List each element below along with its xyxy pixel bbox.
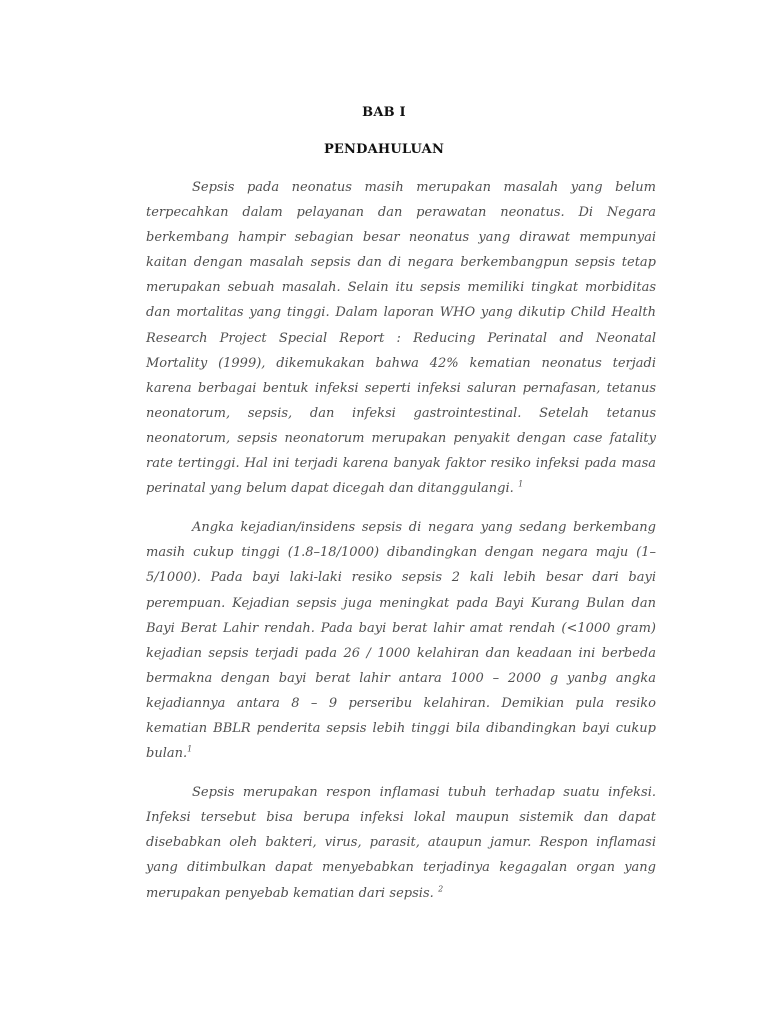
body-text: [146, 175, 656, 920]
paragraph-text: Angka kejadian/insidens sepsis di negara yang sedang berkembang masih cukup tinggi (1.8–18/1000) dibandingkan dengan negara maju (1–5/1000). Pada bayi laki-laki resiko sepsis 2 kali lebih besar dari bayi perempuan. Kejadian sepsis juga meningkat pada Bayi Kurang Bulan dan Bayi Berat Lahir rendah. Pada bayi berat lahir amat rendah (<1000 gram) kejadian sepsis terjadi pada 26 / 1000 kelahiran dan keadaan ini berbeda bermakna dengan bayi berat lahir antara 1000 – 2000 g yanbg angka kejadiannya antara 8 – 9 perseribu kelahiran. Demikian pula resiko kematian BBLR penderita sepsis lebih tinggi bila dibandingkan bayi cukup bulan.: [146, 520, 656, 762]
paragraph-text: Sepsis merupakan respon inflamasi tubuh terhadap suatu infeksi. Infeksi tersebut bisa berupa infeksi lokal maupun sistemik dan dapat disebabkan oleh bakteri, virus, parasit, ataupun jamur. Respon inflamasi yang ditimbulkan dapat menyebabkan terjadinya kegagalan organ yang merupakan penyebab kematian dari sepsis.: [146, 785, 656, 901]
chapter-title: PENDAHULUAN: [323, 142, 445, 157]
chapter-label: BAB I: [362, 105, 406, 120]
paragraph-text: Sepsis pada neonatus masih merupakan masalah yang belum terpecahkan dalam pelayanan dan perawatan neonatus. Di Negara berkembang hampir sebagian besar neonatus yang dirawat mempunyai kaitan dengan masalah sepsis dan di negara berkembangpun sepsis tetap merupakan sebuah masalah. Selain itu sepsis memiliki tingkat morbiditas dan mortalitas yang tinggi. Dalam laporan WHO yang dikutip Child Health Research Project Special Report : Reducing Perinatal and Neonatal Mortality (1999), dikemukakan bahwa 42% kematian neonatus terjadi karena berbagai bentuk infeksi seperti infeksi saluran pernafasan, tetanus neonatorum, sepsis, dan infeksi gastrointestinal. Setelah tetanus neonatorum, sepsis neonatorum merupakan penyakit dengan case fatality rate tertinggi. Hal ini terjadi karena banyak faktor resiko infeksi pada masa perinatal yang belum dapat dicegah dan ditanggulangi.: [146, 180, 656, 497]
footnote-ref: 1: [187, 744, 193, 754]
paragraph-3: [146, 780, 656, 905]
footnote-ref: 2: [438, 884, 444, 894]
paragraph-1: [146, 175, 656, 501]
footnote-ref: 1: [518, 479, 524, 489]
paragraph-2: [146, 515, 656, 766]
